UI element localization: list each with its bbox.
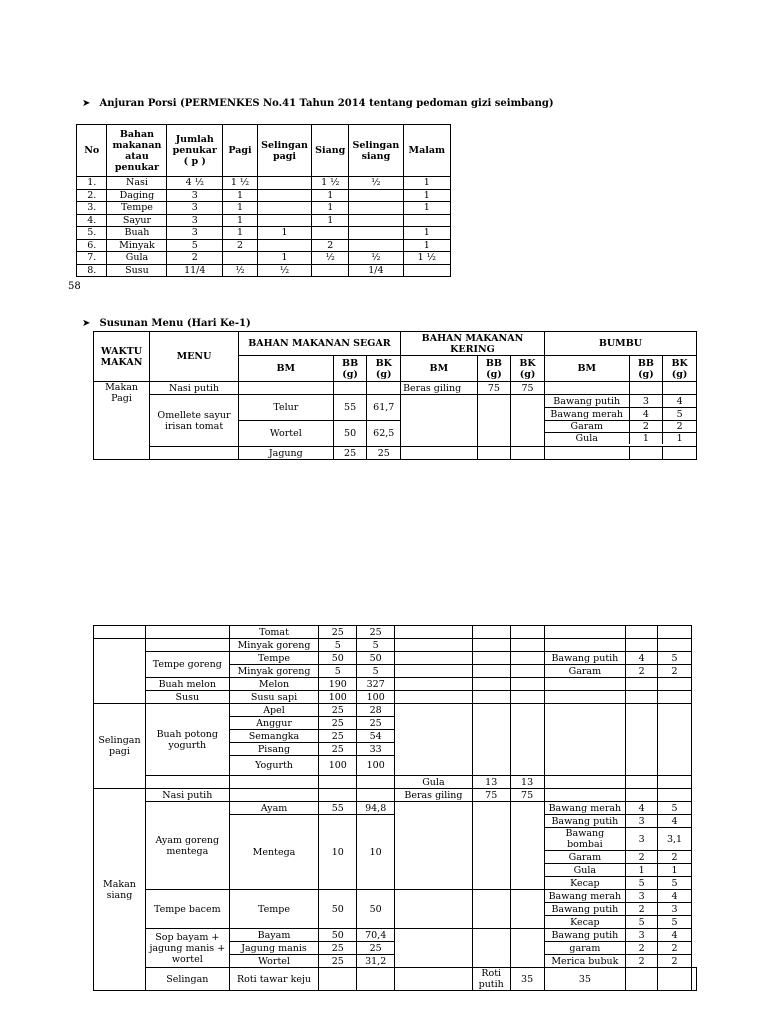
table-row [94,395,697,408]
value-cell: 25 [319,955,357,968]
value-cell: 25 [319,730,357,743]
table-cell: 2 [167,252,223,265]
table-cell: 6. [77,239,107,252]
value-cell: 25 [319,704,357,717]
value-cell: 35 [510,968,544,991]
table-cell: Gula [107,252,167,265]
table-cell: 2. [77,189,107,202]
bumbu-cell: Garam [544,665,626,678]
table-row [77,202,451,215]
kering-cell: Roti putih [472,968,510,991]
table-cell: 4 ½ [167,177,223,190]
menu-table-top [93,331,697,460]
col-header-bm: BM [401,356,478,382]
bm-cell: Jagung manis [229,942,319,955]
col-header-segar: BAHAN MAKANAN SEGAR [238,332,400,356]
col-header-menu: MENU [150,332,239,382]
table-cell: 1 [403,227,450,240]
value-cell: 61,7 [367,395,401,421]
bm-cell: Minyak goreng [229,639,319,652]
bm-cell: Tomat [229,626,319,639]
col-header-bm: BM [238,356,333,382]
table-cell: 3. [77,202,107,215]
value-cell: 3 [626,815,658,828]
table-cell: 1 [403,202,450,215]
table-cell: 1 ½ [403,252,450,265]
table-cell: 3 [167,227,223,240]
value-cell: 3 [626,929,658,942]
bm-cell: Melon [229,678,319,691]
bm-cell: Telur [238,395,333,421]
value-cell: 5 [658,802,692,815]
value-cell: 28 [357,704,395,717]
bm-cell: Mentega [229,815,319,890]
menu-cell: Buah potong yogurth [145,704,229,776]
menu-cell: Ayam goreng mentega [145,802,229,890]
value-cell: 50 [357,652,395,665]
waktu-cell: Selingan pagi [94,704,146,789]
table-cell [257,239,311,252]
col-header-bb: BB (g) [333,356,367,382]
col-header: Selingan siang [349,125,403,177]
value-cell: 31,2 [357,955,395,968]
table-row [94,890,697,903]
table-row [94,968,697,991]
table-cell [257,202,311,215]
table-cell: 1 [312,214,349,227]
table-cell: 1 [403,177,450,190]
value-cell: 10 [357,815,395,890]
value-cell: 4 [663,395,697,408]
table-row [94,691,697,704]
table-cell: 1 [223,202,258,215]
value-cell: 25 [357,626,395,639]
table-row [94,678,697,691]
col-header: No [77,125,107,177]
value-cell: 2 [626,903,658,916]
table-row [77,177,451,190]
table-cell: 5. [77,227,107,240]
value-cell: 1 [626,864,658,877]
value-cell: 2 [658,942,692,955]
kering-cell: Beras giling [401,382,478,395]
value-cell: 4 [626,802,658,815]
table-row [94,802,697,815]
col-header-bb: BB (g) [629,356,663,382]
value-cell: 50 [357,890,395,929]
value-cell: 25 [319,942,357,955]
table-cell: ½ [349,252,403,265]
table-row [77,214,451,227]
table-cell: 1 [223,227,258,240]
bm-cell: Pisang [229,743,319,756]
value-cell: 25 [319,743,357,756]
table-cell [349,227,403,240]
table-cell [312,264,349,277]
table-cell: Sayur [107,214,167,227]
value-cell: 5 [626,877,658,890]
col-header-bm: BM [544,356,629,382]
value-cell: 2 [663,421,696,433]
value-cell: 25 [319,626,357,639]
col-header-bk: BK (g) [663,356,697,382]
bm-cell: Tempe [229,890,319,929]
portion-table [76,124,451,277]
section-heading-porsi [82,98,554,109]
value-cell: 13 [472,776,510,789]
value-cell: 327 [357,678,395,691]
bumbu-cell: Bawang merah [544,890,626,903]
value-cell: 2 [626,942,658,955]
table-cell: ½ [257,264,311,277]
value-cell: 55 [333,395,367,421]
value-cell: 75 [472,789,510,802]
value-cell: 4 [626,652,658,665]
bumbu-cell: Bawang merah [544,408,629,421]
value-cell: 100 [319,756,357,776]
col-header-bumbu: BUMBU [544,332,696,356]
value-cell: 2 [626,851,658,864]
value-cell: 100 [357,691,395,704]
value-cell: 4 [629,408,663,421]
bumbu-cell: Bawang merah [544,802,626,815]
table-cell: 11/4 [167,264,223,277]
arrow-bullet-icon: ➤ [82,318,91,329]
table-cell: ½ [349,177,403,190]
value-cell: 3 [626,890,658,903]
value-cell: 33 [357,743,395,756]
bm-cell: Bayam [229,929,319,942]
bm-cell: Semangka [229,730,319,743]
page-number: 58 [68,281,81,292]
bm-cell: Jagung [238,447,333,460]
table-cell: 7. [77,252,107,265]
col-header: Siang [312,125,349,177]
table-cell: Buah [107,227,167,240]
menu-table-bottom [93,625,697,991]
table-cell [257,177,311,190]
bm-cell: Susu sapi [229,691,319,704]
table-cell: 3 [167,189,223,202]
table-cell: Susu [107,264,167,277]
table-row [94,626,697,639]
menu-cell: Nasi putih [145,789,229,802]
col-header: Malam [403,125,450,177]
arrow-bullet-icon: ➤ [82,98,91,109]
bm-cell: Tempe [229,652,319,665]
col-header-bk: BK (g) [367,356,401,382]
value-cell: 5 [357,665,395,678]
table-cell: Tempe [107,202,167,215]
value-cell: 3 [658,903,692,916]
bumbu-cell: Bawang putih [544,903,626,916]
value-cell: 75 [510,789,544,802]
value-cell: 50 [319,890,357,929]
value-cell: 2 [658,665,692,678]
bumbu-cell: Bawang bombai [544,828,626,851]
table-row [77,239,451,252]
value-cell: 3,1 [658,828,692,851]
table-row [94,382,697,395]
table-cell: Daging [107,189,167,202]
section-heading-menu [82,318,251,329]
bm-cell: Ayam [229,802,319,815]
table-cell: 3 [167,202,223,215]
table-cell: 1 [257,252,311,265]
table-cell: 1 [403,189,450,202]
value-cell: 3 [629,395,663,408]
value-cell: 5 [626,916,658,929]
bumbu-cell: Garam [545,421,629,433]
table-row [77,252,451,265]
value-cell: 1 [658,864,692,877]
table-cell [312,227,349,240]
table-row [94,789,697,802]
menu-cell: Tempe bacem [145,890,229,929]
kering-cell: Beras giling [395,789,473,802]
table-cell [257,189,311,202]
table-cell [403,264,450,277]
table-cell: 8. [77,264,107,277]
col-header: Pagi [223,125,258,177]
bumbu-cell: Bawang putih [544,652,626,665]
menu-cell: Roti tawar keju [229,968,319,991]
value-cell: 1 [629,433,663,445]
bm-cell: Wortel [238,421,333,447]
table-cell: 4. [77,214,107,227]
value-cell: 75 [511,382,545,395]
value-cell: 2 [626,955,658,968]
table-header-row [77,125,451,177]
table-cell [349,202,403,215]
table-row [94,447,697,460]
menu-cell: Buah melon [145,678,229,691]
value-cell: 54 [357,730,395,743]
table-cell [257,214,311,227]
table-row [94,929,697,942]
bm-cell: Anggur [229,717,319,730]
value-cell: 25 [367,447,401,460]
value-cell: 25 [319,717,357,730]
waktu-cell: Selingan [145,968,229,991]
bumbu-cell: garam [544,942,626,955]
value-cell: 10 [319,815,357,890]
col-header-kering: BAHAN MAKANAN KERING [401,332,545,356]
bumbu-cell: Merica bubuk [544,955,626,968]
col-header: Bahan makanan atau penukar [107,125,167,177]
table-cell: 5 [167,239,223,252]
bumbu-cell: Bawang putih [544,929,626,942]
col-header-waktu: WAKTU MAKAN [94,332,150,382]
bm-cell: Wortel [229,955,319,968]
col-header-bk: BK (g) [511,356,545,382]
bumbu-cell: Gula [544,864,626,877]
table-cell: 1. [77,177,107,190]
table-cell: ½ [223,264,258,277]
col-header-bb: BB (g) [477,356,511,382]
value-cell: 1 [663,433,696,445]
col-header: Selingan pagi [257,125,311,177]
value-cell: 4 [658,890,692,903]
value-cell: 70,4 [357,929,395,942]
table-cell: 3 [167,214,223,227]
value-cell: 62,5 [367,421,401,447]
value-cell: 35 [544,968,626,991]
table-cell: 1/4 [349,264,403,277]
value-cell: 190 [319,678,357,691]
menu-cell: Sop bayam + jagung manis + wortel [145,929,229,968]
table-cell: 1 [312,202,349,215]
kering-cell: Gula [395,776,473,789]
table-cell [349,189,403,202]
value-cell: 50 [333,421,367,447]
value-cell: 5 [658,916,692,929]
table-cell: 2 [223,239,258,252]
value-cell: 94,8 [357,802,395,815]
menu-cell: Nasi putih [150,382,239,395]
bumbu-cell: Bawang putih [544,395,629,408]
value-cell: 75 [477,382,511,395]
table-cell [403,214,450,227]
value-cell: 4 [658,815,692,828]
table-cell: 1 [257,227,311,240]
table-row [77,189,451,202]
table-cell: Minyak [107,239,167,252]
table-cell [349,214,403,227]
value-cell: 25 [357,942,395,955]
value-cell: 4 [658,929,692,942]
table-cell: 1 [403,239,450,252]
value-cell: 3 [626,828,658,851]
table-row [77,264,451,277]
value-cell: 2 [658,955,692,968]
value-cell: 55 [319,802,357,815]
table-cell: 1 [312,189,349,202]
table-cell: 1 [223,189,258,202]
table-cell: Nasi [107,177,167,190]
bm-cell: Apel [229,704,319,717]
value-cell: 25 [357,717,395,730]
table-cell: 1 [223,214,258,227]
bm-cell: Yogurth [229,756,319,776]
waktu-cell: Makan Pagi [94,382,150,460]
value-cell: 25 [333,447,367,460]
bumbu-cell: Gula [545,433,629,445]
bumbu-cell: Kecap [544,916,626,929]
table-row [94,704,697,717]
table-cell: 2 [312,239,349,252]
value-cell: 13 [510,776,544,789]
value-cell: 2 [626,665,658,678]
bumbu-cell: Kecap [544,877,626,890]
menu-cell: Tempe goreng [145,652,229,678]
value-cell: 100 [319,691,357,704]
value-cell: 5 [319,639,357,652]
table-row [94,639,697,652]
table-cell: ½ [312,252,349,265]
bumbu-cell: Garam [544,851,626,864]
value-cell: 5 [658,877,692,890]
value-cell: 5 [357,639,395,652]
table-cell: 1 ½ [312,177,349,190]
table-row [94,776,697,789]
bumbu-cell: Bawang putih [544,815,626,828]
value-cell: 100 [357,756,395,776]
menu-cell: Omellete sayur irisan tomat [150,395,239,447]
value-cell: 50 [319,929,357,942]
value-cell: 5 [319,665,357,678]
table-cell: 1 ½ [223,177,258,190]
col-header: Jumlah penukar ( p ) [167,125,223,177]
value-cell: 50 [319,652,357,665]
bm-cell: Minyak goreng [229,665,319,678]
value-cell: 2 [658,851,692,864]
table-row [94,652,697,665]
value-cell: 2 [629,421,663,433]
table-cell [223,252,258,265]
section-title: Anjuran Porsi (PERMENKES No.41 Tahun 2014 tentang pedoman gizi seimbang) [99,98,554,109]
menu-cell: Susu [145,691,229,704]
table-cell [349,239,403,252]
waktu-cell: Makan siang [94,789,146,991]
value-cell: 5 [663,408,697,421]
section-title: Susunan Menu (Hari Ke-1) [99,318,251,329]
table-row [77,227,451,240]
value-cell: 5 [658,652,692,665]
